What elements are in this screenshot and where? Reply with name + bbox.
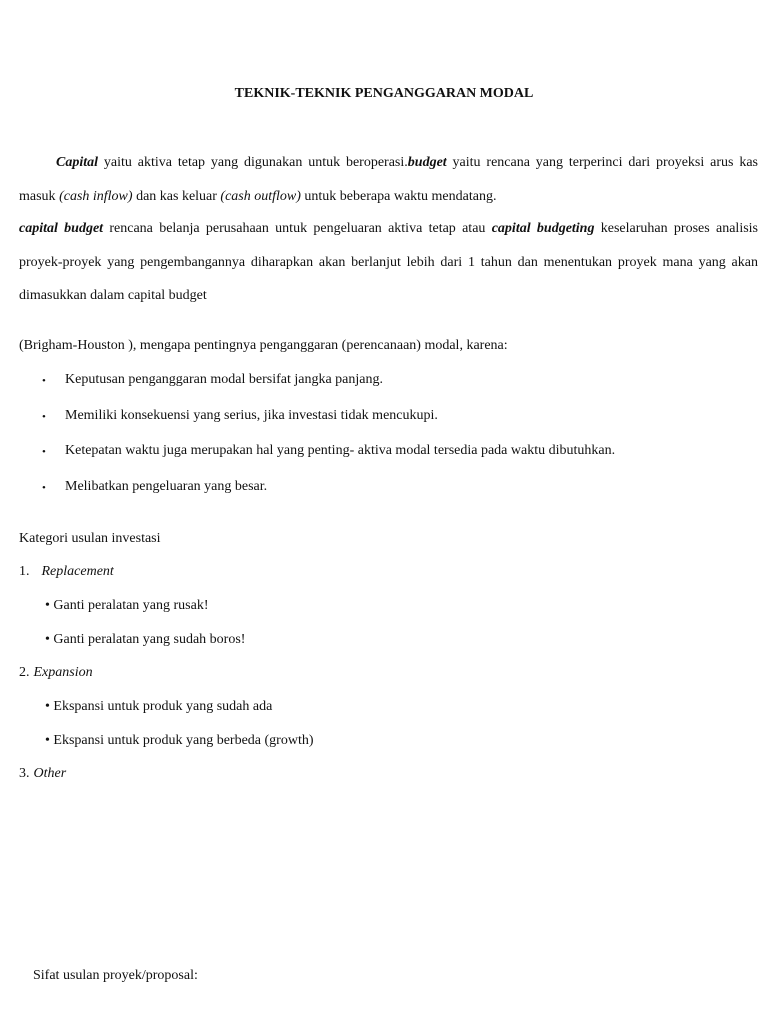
sub-item: • Ganti peralatan yang rusak! [45, 598, 209, 613]
capital-term: Capital [56, 155, 99, 170]
list-item-text: Melibatkan pengeluaran yang besar. [65, 479, 268, 494]
capital-budget-paragraph [19, 212, 758, 313]
bullet-icon: • [42, 375, 46, 387]
footer-heading: Sifat usulan proyek/proposal: [33, 968, 198, 983]
capital-definition: yaitu aktiva tetap yang digunakan untuk beroperasi. [98, 155, 408, 170]
list-item-text: Keputusan penganggaran modal bersifat jangka panjang. [65, 372, 384, 387]
capital-budget-definition: rencana belanja perusahaan untuk pengeluaran aktiva tetap atau [103, 221, 492, 236]
document-title: TEKNIK-TEKNIK PENGANGGARAN MODAL [234, 86, 534, 101]
intro-paragraph [19, 146, 758, 213]
capital-budgeting-term: capital budgeting [491, 221, 595, 236]
capital-budget-term: capital budget [19, 221, 104, 236]
bullet-icon: • [42, 446, 46, 458]
category-item-expansion [19, 665, 93, 681]
category-name: Replacement [41, 564, 114, 579]
category-name: Other [33, 766, 67, 781]
category-item-other [19, 766, 66, 782]
cash-outflow-term: (cash outflow) [220, 188, 301, 204]
cash-inflow-term: (cash inflow) [59, 188, 133, 204]
list-item-text: Memiliki konsekuensi yang serius, jika investasi tidak mencukupi. [65, 408, 438, 423]
category-heading: Kategori usulan investasi [19, 531, 161, 546]
reason-intro: (Brigham-Houston ), mengapa pentingnya penganggaran (perencanaan) modal, karena: [19, 338, 508, 353]
category-number: 1. [19, 564, 30, 579]
capital-budgeting-definition: keselaruhan proses analisis proyek-proyek yang pengembangannya diharapkan akan berlanjut lebih dari 1 tahun dan menentukan proyek mana yang akan dimasukkan dalam capital budget [19, 221, 758, 303]
bullet-icon: • [42, 482, 46, 494]
bullet-icon: • [42, 411, 46, 423]
intro-mid-text: dan kas keluar [132, 188, 221, 204]
category-item-replacement [19, 564, 114, 580]
budget-definition: yaitu rencana yang terperinci dari proyeksi arus kas masuk [19, 155, 758, 204]
sub-item: • Ekspansi untuk produk yang sudah ada [45, 699, 273, 714]
category-number: 3. [19, 766, 30, 781]
sub-item: • Ganti peralatan yang sudah boros! [45, 632, 246, 647]
sub-item: • Ekspansi untuk produk yang berbeda (growth) [45, 733, 314, 748]
intro-end-text: untuk beberapa waktu mendatang. [300, 188, 497, 204]
category-name: Expansion [33, 665, 93, 680]
budget-term: budget [407, 155, 447, 170]
list-item-text: Ketepatan waktu juga merupakan hal yang penting- aktiva modal tersedia pada waktu dibutuhkan. [65, 443, 616, 458]
category-number: 2. [19, 665, 30, 680]
